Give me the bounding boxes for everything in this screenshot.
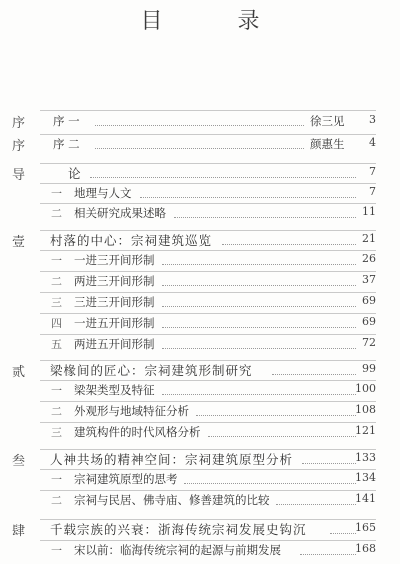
page-number: 7 (369, 165, 376, 178)
page-number: 26 (362, 252, 376, 265)
dot-leader (302, 463, 356, 464)
subentry-title: 两进三开间形制 (74, 274, 155, 288)
dot-leader (276, 504, 356, 505)
dot-leader (222, 244, 356, 245)
section-mark: 序 (12, 116, 26, 131)
page-number: 168 (355, 542, 376, 555)
dot-leader (184, 483, 356, 484)
dot-leader (162, 394, 356, 395)
subentry-number: 一 (51, 187, 62, 200)
dot-leader (196, 415, 356, 416)
page-number: 141 (355, 492, 376, 505)
dot-leader (162, 264, 356, 265)
subentry-title: 地理与人文 (74, 186, 132, 200)
section-mark: 序 (12, 139, 26, 154)
divider (40, 110, 376, 111)
subentry-title: 建筑构件的时代风格分析 (74, 425, 201, 439)
subentry-number: 四 (51, 317, 62, 330)
toc-subentry[interactable] (0, 293, 400, 315)
subentry-number: 二 (51, 275, 62, 288)
page-number: 133 (355, 451, 376, 464)
entry-title: 人神共场的精神空间：宗祠建筑原型分析 (50, 452, 294, 467)
subentry-title: 外观形与地域特征分析 (74, 404, 189, 418)
page-number: 99 (362, 362, 376, 375)
subentry-number: 五 (51, 338, 62, 351)
dot-leader (330, 533, 356, 534)
dot-leader (140, 197, 356, 198)
page-number: 11 (362, 205, 376, 218)
subentry-number: 三 (51, 426, 62, 439)
entry-title: 村落的中心：宗祠建筑巡览 (50, 233, 213, 248)
page-number: 69 (362, 315, 376, 328)
section-mark: 壹 (12, 235, 26, 250)
dot-leader (95, 125, 304, 126)
page-number: 108 (355, 403, 376, 416)
page-number: 7 (369, 185, 376, 198)
subentry-title: 相关研究成果述略 (74, 206, 166, 220)
entry-title: 论 (68, 166, 82, 181)
toc-subentry[interactable] (0, 204, 400, 226)
dot-leader (162, 327, 356, 328)
toc-entry-preface-2[interactable] (0, 135, 400, 157)
toc-subentry[interactable] (0, 470, 400, 492)
dot-leader (95, 148, 304, 149)
page-title: 目 录 (140, 9, 294, 34)
toc-subentry[interactable] (0, 314, 400, 336)
subentry-title: 宋以前：临海传统宗祠的起源与前期发展 (74, 543, 281, 557)
subentry-title: 一进五开间形制 (74, 316, 155, 330)
toc-entry-chapter-4[interactable] (0, 520, 400, 542)
dot-leader (162, 285, 356, 286)
page-number: 165 (355, 521, 376, 534)
page-number: 100 (355, 382, 376, 395)
subentry-title: 宗祠与民居、佛寺庙、修善建筑的比较 (74, 493, 270, 507)
page-number: 134 (355, 471, 376, 484)
entry-title: 千载宗族的兴衰：浙海传统宗祠发展史钩沉 (50, 522, 307, 537)
toc-subentry[interactable] (0, 423, 400, 445)
toc-subentry[interactable] (0, 335, 400, 357)
subentry-title: 梁架类型及特征 (74, 383, 155, 397)
entry-title: 序 一 (53, 114, 80, 128)
toc-subentry[interactable] (0, 381, 400, 403)
page-number: 37 (362, 273, 376, 286)
subentry-title: 宗祠建筑原型的思考 (74, 472, 178, 486)
section-mark: 肆 (12, 524, 26, 539)
dot-leader (272, 374, 356, 375)
page-number: 121 (355, 424, 376, 437)
entry-author: 颜惠生 (310, 137, 345, 151)
toc-subentry[interactable] (0, 402, 400, 424)
subentry-number: 二 (51, 494, 62, 507)
toc-subentry[interactable] (0, 272, 400, 294)
toc-subentry[interactable] (0, 541, 400, 563)
entry-title: 序 二 (53, 137, 80, 151)
dot-leader (174, 217, 356, 218)
subentry-number: 三 (51, 296, 62, 309)
subentry-title: 两进五开间形制 (74, 337, 155, 351)
subentry-number: 一 (51, 254, 62, 267)
section-mark: 叁 (12, 454, 26, 469)
toc-entry-preface-1[interactable] (0, 112, 400, 134)
toc-subentry[interactable] (0, 251, 400, 273)
dot-leader (162, 306, 356, 307)
subentry-number: 二 (51, 405, 62, 418)
dot-leader (162, 348, 356, 349)
section-mark: 贰 (12, 365, 26, 380)
subentry-number: 一 (51, 544, 62, 557)
page-number: 69 (362, 294, 376, 307)
subentry-title: 一进三开间形制 (74, 253, 155, 267)
subentry-number: 一 (51, 473, 62, 486)
entry-title: 梁椽间的匠心：宗祠建筑形制研究 (50, 363, 253, 378)
subentry-number: 一 (51, 384, 62, 397)
toc-subentry[interactable] (0, 491, 400, 513)
dot-leader (208, 436, 356, 437)
page-number: 4 (369, 136, 376, 149)
dot-leader (300, 554, 356, 555)
dot-leader (90, 177, 356, 178)
subentry-title: 三进三开间形制 (74, 295, 155, 309)
page-number: 21 (362, 232, 376, 245)
page-number: 3 (369, 113, 376, 126)
page-number: 72 (362, 336, 376, 349)
entry-author: 徐三见 (310, 114, 345, 128)
subentry-number: 二 (51, 207, 62, 220)
section-mark: 导 (12, 168, 26, 183)
